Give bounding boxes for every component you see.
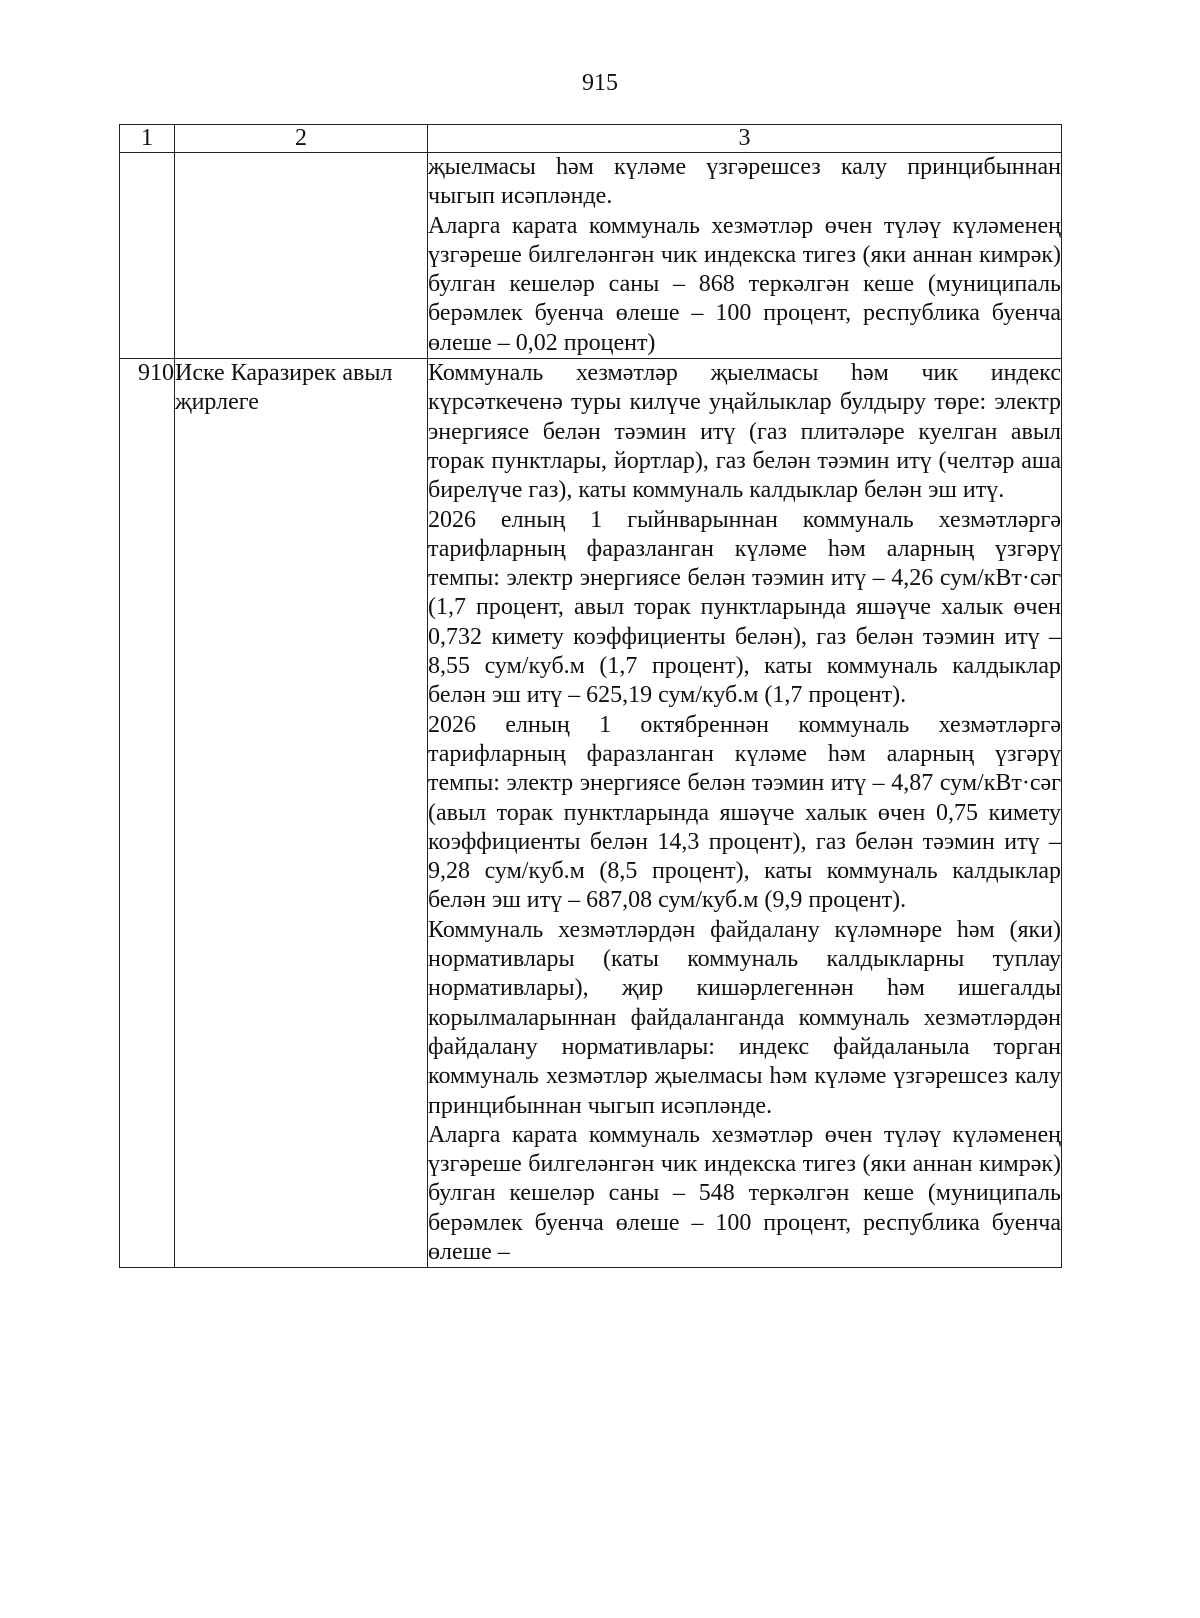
row-name-cell xyxy=(175,153,428,359)
page-number: 915 xyxy=(582,70,618,96)
description-paragraph: 2026 елның 1 гыйнварыннан коммуналь хезмәтләргә тарифларның фаразланган күләме һәм аларның үзгәрү темпы: электр энергиясе белән тәэмин итү – 4,26 сум/кВт·сәг (1,7 процент, авыл торак пунктларында яшәүче халык өчен 0,732 кимету коэффициенты белән), газ белән тәэмин итү – 8,55 сум/куб.м (1,7 процент), каты коммуналь калдыклар белән эш итү – 625,19 сум/куб.м (1,7 процент). xyxy=(428,506,1061,709)
column-header-1: 1 xyxy=(120,125,175,153)
description-paragraph: Аларга карата коммуналь хезмәтләр өчен түләү күләменең үзгәреше билгеләнгән чик индекска тигез (яки аннан кимрәк) булган кешеләр саны – 548 теркәлгән кеше (муниципаль берәмлек буенча өлеше – 100 процент, республика буенча өлеше – xyxy=(428,1121,1061,1265)
column-header-2: 2 xyxy=(175,125,428,153)
description-paragraph: Коммуналь хезмәтләрдән файдалану күләмнәре һәм (яки) нормативлары (каты коммуналь калдыкларны туплау нормативлары), җир кишәрлегеннән һәм ишегалды корылмаларыннан файдаланганда коммуналь хезмәтләрдән файдалану нормативлары: индекс файдаланыла торган коммуналь хезмәтләр җыелмасы һәм күләме үзгәрешсез калу принцибыннан чыгып исәпләнде. xyxy=(428,916,1061,1119)
table-row-910 xyxy=(120,359,1062,1268)
row-description-cell xyxy=(428,359,1062,1268)
table-row-continuation xyxy=(120,153,1062,359)
description-paragraph: Аларга карата коммуналь хезмәтләр өчен түләү күләменең үзгәреше билгеләнгән чик индекска тигез (яки аннан кимрәк) булган кешеләр саны – 868 теркәлгән кеше (муниципаль берәмлек буенча өлеше – 100 процент, республика буенча өлеше – 0,02 процент) xyxy=(428,212,1061,356)
row-number-cell: 910 xyxy=(120,359,175,1268)
row-number-cell xyxy=(120,153,175,359)
data-table xyxy=(119,124,1062,1268)
column-header-3: 3 xyxy=(428,125,1062,153)
table-header-row xyxy=(120,125,1062,153)
description-paragraph: Коммуналь хезмәтләр җыелмасы һәм чик индекс күрсәткеченә туры килүче уңайлыклар булдыру төре: электр энергиясе белән тәэмин итү (газ плитәләре куелган авыл торак пунктлары, йортлар), газ белән тәэмин итү (челтәр аша бирелүче газ), каты коммуналь калдыклар белән эш итү. xyxy=(428,360,1061,504)
description-paragraph: 2026 елның 1 октябреннән коммуналь хезмәтләргә тарифларның фаразланган күләме һәм аларның үзгәрү темпы: электр энергиясе белән тәэмин итү – 4,87 сум/кВт·сәг (авыл торак пунктларында яшәүче халык өчен 0,75 кимету коэффициенты белән 14,3 процент), газ белән тәэмин итү – 9,28 сум/куб.м (8,5 процент), каты коммуналь калдыклар белән эш итү – 687,08 сум/куб.м (9,9 процент). xyxy=(428,711,1061,914)
row-name-cell: Иске Каразирек авыл җирлеге xyxy=(175,359,428,1268)
row-description-cell xyxy=(428,153,1062,359)
description-paragraph: җыелмасы һәм күләме үзгәрешсез калу принцибыннан чыгып исәпләнде. xyxy=(428,154,1061,210)
